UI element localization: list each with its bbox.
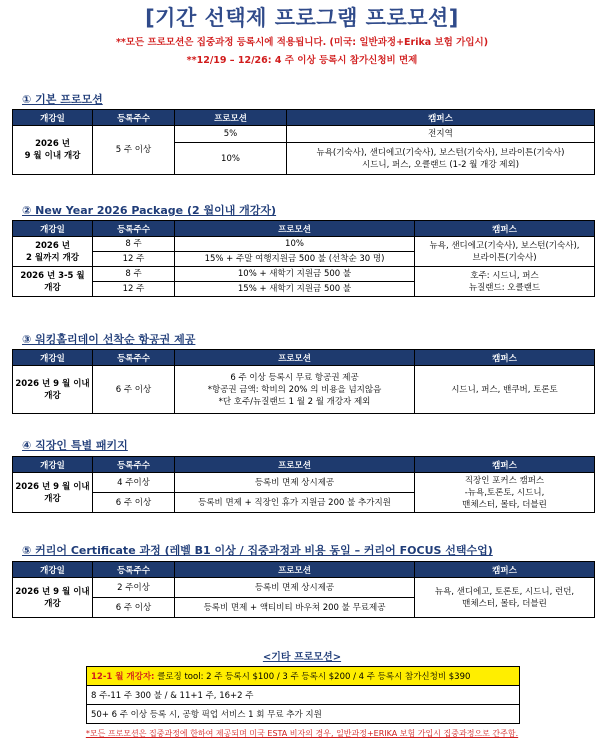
weeks-cell: 4 주이상 — [93, 473, 175, 493]
promo-cell: 등록비 면제 상시제공 — [175, 578, 415, 598]
promo-cell: 등록비 면제 + 액티비티 바우쳐 200 불 무료제공 — [175, 598, 415, 618]
col-header-promo: 프로모션 — [175, 457, 415, 473]
campus-cell: 뉴욕, 샌디에고, 토론토, 시드니, 런던, 맨체스터, 몰타, 더블린 — [415, 578, 595, 618]
col-header-start: 개강일 — [13, 562, 93, 578]
other-promo-row — [87, 667, 520, 686]
col-header-campus: 캠퍼스 — [415, 457, 595, 473]
promo-cell: 10% — [175, 237, 415, 252]
weeks-cell: 5 주 이상 — [93, 126, 175, 175]
promo-cell: 6 주 이상 등록시 무료 항공권 제공 *항공권 금액: 학비의 20% 의 비용을 넘지않음 *단 호주/뉴질랜드 1 월 2 월 개강자 제외 — [175, 366, 415, 414]
col-header-weeks: 등록주수 — [93, 110, 175, 126]
col-header-weeks: 등록주수 — [93, 457, 175, 473]
col-header-campus: 캠퍼스 — [415, 350, 595, 366]
col-header-start: 개강일 — [13, 350, 93, 366]
promo-cell: 등록비 면제 + 직장인 휴가 지원금 200 불 추가지원 — [175, 493, 415, 513]
weeks-cell: 12 주 — [93, 252, 175, 267]
start-date-cell: 2026 년 3-5 월 개강 — [13, 267, 93, 297]
section-5-title: ⑤ 커리어 Certificate 과정 (레벨 B1 이상 / 집중과정과 비용 동일 – 커리어 FOCUS 선택수업) — [22, 544, 493, 557]
col-header-weeks: 등록주수 — [93, 221, 175, 237]
col-header-promo: 프로모션 — [175, 562, 415, 578]
campus-cell: 시드니, 퍼스, 밴쿠버, 토론토 — [415, 366, 595, 414]
promo-cell: 10% — [175, 143, 287, 175]
other-promo-row: 50+ 6 주 이상 등록 시, 공항 픽업 서비스 1 회 무료 추가 지원 — [87, 705, 520, 724]
start-date-cell: 2026 년 9 월 이내 개강 — [13, 366, 93, 414]
start-date-cell: 2026 년 9 월 이내 개강 — [13, 578, 93, 618]
promo-cell: 15% + 주말 여행지원금 500 불 (선착순 30 명) — [175, 252, 415, 267]
section-3-table — [12, 349, 595, 414]
weeks-cell: 8 주 — [93, 267, 175, 282]
section-1-title: ① 기본 프로모션 — [22, 93, 103, 106]
other-promotions-title: <기타 프로모션> — [262, 652, 342, 663]
col-header-promo: 프로모션 — [175, 110, 287, 126]
campus-cell: 직장인 포커스 캠퍼스 -뉴욕,토론토, 시드니, 맨체스터, 몰타, 더블린 — [415, 473, 595, 513]
section-2-title: ② New Year 2026 Package (2 월이내 개강자) — [22, 204, 277, 217]
notice-line-1: **모든 프로모션은 집중과정 등록시에 적용됩니다. (미국: 일반과정+Erika 보험 가입시) — [115, 37, 489, 48]
other-promo-highlight-label: 12-1 월 개강자: — [91, 672, 155, 682]
section-4-table — [12, 456, 595, 513]
page-title: [기간 선택제 프로그램 프로모션] — [145, 6, 459, 30]
weeks-cell: 6 주 이상 — [93, 598, 175, 618]
start-date-cell: 2026 년 9 월 이내 개강 — [13, 473, 93, 513]
col-header-campus: 캠퍼스 — [415, 562, 595, 578]
other-promotions-table — [86, 666, 520, 724]
weeks-cell: 12 주 — [93, 282, 175, 297]
promo-cell: 10% + 새학기 지원금 500 불 — [175, 267, 415, 282]
col-header-start: 개강일 — [13, 221, 93, 237]
other-promo-row: 8 주-11 주 300 불 / & 11+1 주, 16+2 주 — [87, 686, 520, 705]
promo-cell: 등록비 면제 상시제공 — [175, 473, 415, 493]
col-header-promo: 프로모션 — [175, 350, 415, 366]
campus-cell: 호주: 시드니, 퍼스 뉴질랜드: 오클랜드 — [415, 267, 595, 297]
section-4-title: ④ 직장인 특별 패키지 — [22, 439, 128, 452]
col-header-campus: 캠퍼스 — [287, 110, 595, 126]
start-date-cell: 2026 년 2 월까지 개강 — [13, 237, 93, 267]
col-header-weeks: 등록주수 — [93, 350, 175, 366]
section-3-title: ③ 워킹홀리데이 선착순 항공권 제공 — [22, 333, 196, 346]
weeks-cell: 6 주 이상 — [93, 493, 175, 513]
campus-cell: 뉴욕(기숙사), 샌디에고(기숙사), 보스턴(기숙사), 브라이튼(기숙사) 시드니, 퍼스, 오클랜드 (1-2 월 개강 제외) — [287, 143, 595, 175]
section-1-table — [12, 109, 595, 175]
promo-cell: 15% + 새학기 지원금 500 불 — [175, 282, 415, 297]
campus-cell: 뉴욕, 샌디에고(기숙사), 보스턴(기숙사), 브라이튼(기숙사) — [415, 237, 595, 267]
col-header-start: 개강일 — [13, 110, 93, 126]
weeks-cell: 2 주이상 — [93, 578, 175, 598]
col-header-start: 개강일 — [13, 457, 93, 473]
start-date-cell: 2026 년 9 월 이내 개강 — [13, 126, 93, 175]
other-promo-highlight-text: 클로징 tool: 2 주 등록시 $100 / 3 주 등록시 $200 / 4 주 등록시 참가신청비 $390 — [154, 672, 471, 682]
section-5-table — [12, 561, 595, 618]
weeks-cell: 6 주 이상 — [93, 366, 175, 414]
col-header-promo: 프로모션 — [175, 221, 415, 237]
col-header-weeks: 등록주수 — [93, 562, 175, 578]
notice-line-2: **12/19 – 12/26: 4 주 이상 등록시 참가신청비 면제 — [186, 55, 418, 66]
footer-note: *모든 프로모션은 집중과정에 한하여 제공되며 미국 ESTA 비자의 경우, 일반과정+ERIKA 보험 가입시 집중과정으로 간주함. — [85, 729, 519, 738]
col-header-campus: 캠퍼스 — [415, 221, 595, 237]
section-2-table — [12, 220, 595, 297]
promo-cell: 5% — [175, 126, 287, 143]
campus-cell: 전지역 — [287, 126, 595, 143]
weeks-cell: 8 주 — [93, 237, 175, 252]
